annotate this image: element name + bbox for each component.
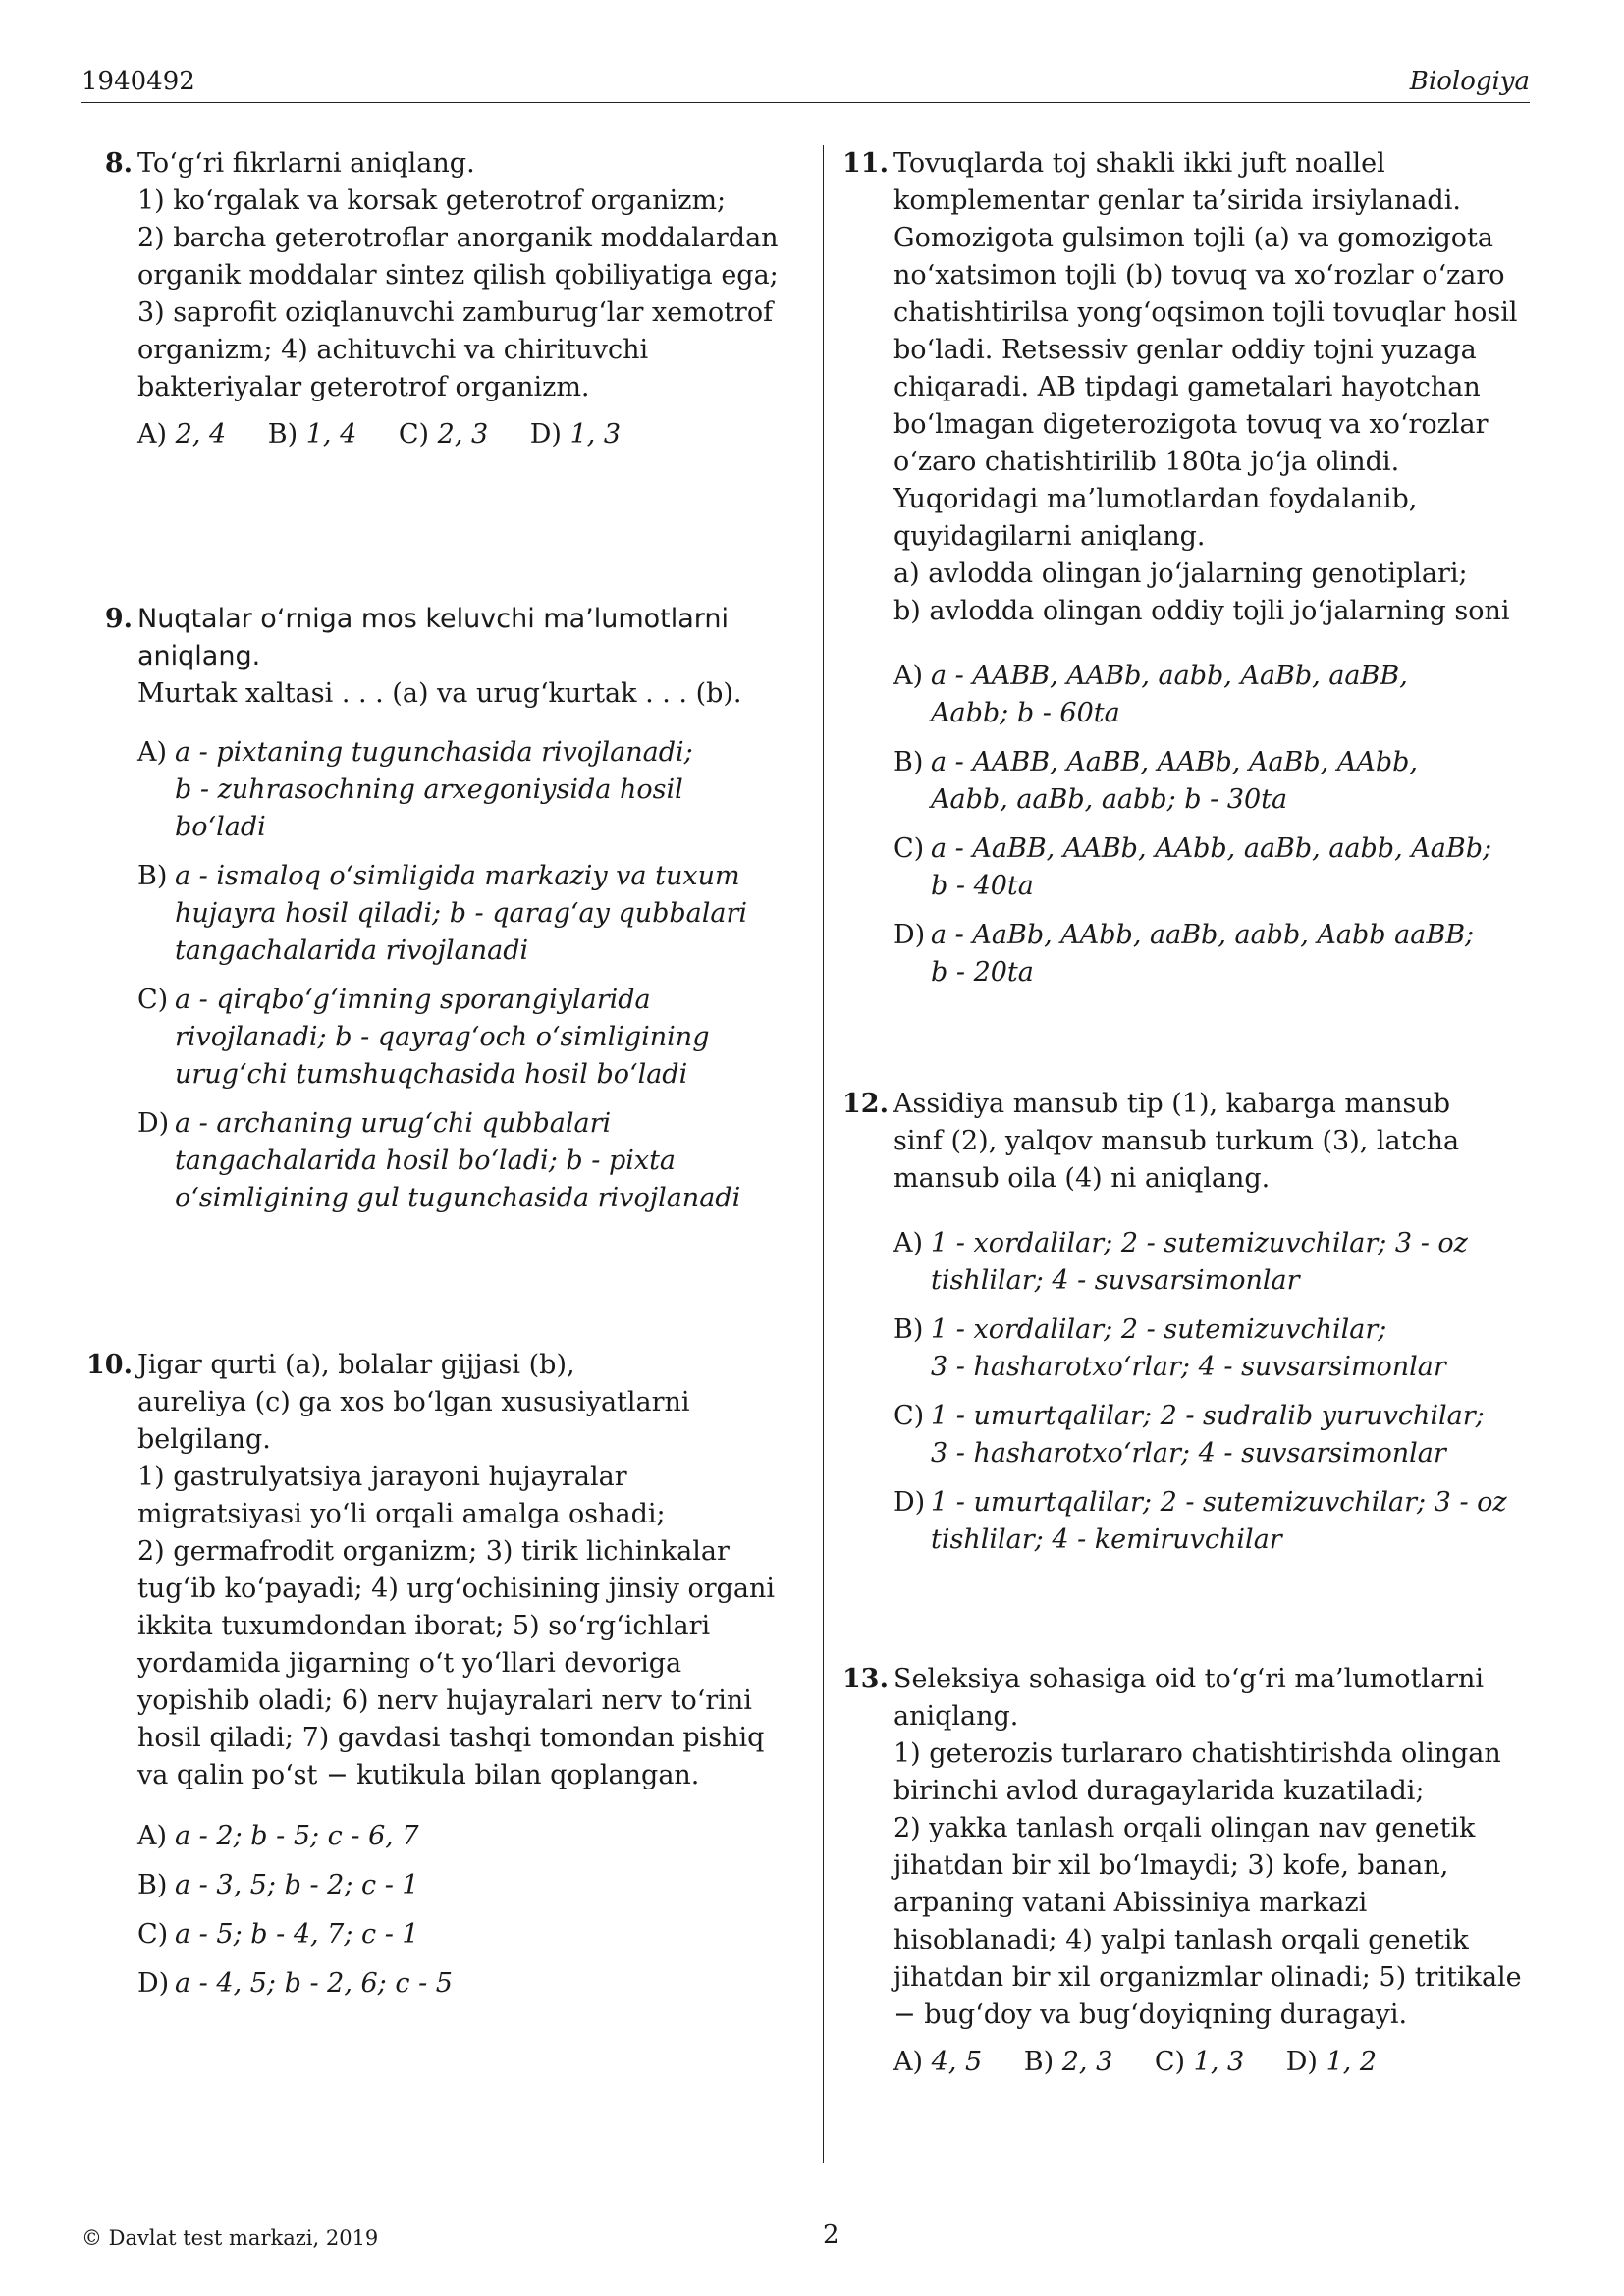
question-number: 8. [104,148,133,179]
option-text: 2, 3 [1061,2047,1113,2077]
option-b[interactable] [1024,2047,1113,2077]
option-label: D) [529,419,562,450]
question-line: mansub oila (4) ni aniqlang. [893,1163,1271,1194]
option-line: tangachalarida hosil bo‘ladi; b - pixta [175,1146,677,1176]
option-text: 1, 2 [1326,2047,1378,2077]
question-line: a) avlodda olingan jo‘jalarning genotiplari; [893,559,1468,589]
option-label: A) [893,661,924,691]
question-line: quyidagilarni aniqlang. [893,521,1206,552]
option-label: C) [137,985,169,1015]
option-label: B) [893,1314,924,1345]
option-line: o‘simligining gul tugunchasida rivojlanadi [175,1183,741,1213]
option-label: B) [267,419,298,450]
question-line: 1) gastrulyatsiya jarayoni hujayralar [137,1462,627,1492]
option-line: Aabb; b - 60ta [931,698,1120,728]
question-line: jihatdan bir xil organizmlar olinadi; 5) tritikale [893,1962,1522,1993]
question-line: 3) saprofit oziqlanuvchi zamburug‘lar xemotrof [137,297,774,328]
question-line: aniqlang. [893,1701,1019,1732]
option-b[interactable] [893,1311,1527,1386]
question-line: bo‘lmagan digeterozigota tovuq va xo‘rozlar [893,409,1489,440]
option-label: C) [137,1919,169,1949]
question-11 [839,145,1527,1003]
option-d[interactable] [893,917,1527,991]
option-d[interactable] [137,1105,781,1217]
question-line: Murtak xaltasi . . . (a) va urug‘kurtak . . . (b). [137,678,742,709]
option-c[interactable] [399,419,488,450]
question-number: 9. [104,604,133,634]
page-number: 2 [823,2220,839,2250]
option-text: 1, 3 [1193,2047,1245,2077]
question-line: migratsiyasi yo‘li orqali amalga oshadi; [137,1499,666,1529]
option-c[interactable] [137,982,781,1094]
option-text: 2, 4 [175,419,227,450]
question-line: yordamida jigarning o‘t yo‘llari devoriga [137,1648,682,1679]
option-a[interactable] [137,1818,781,1855]
option-text: 4, 5 [931,2047,983,2077]
option-line: 3 - hasharotxo‘rlar; 4 - suvsarsimonlar [931,1352,1446,1382]
option-text: a - 3, 5; b - 2; c - 1 [175,1870,419,1900]
option-line: hujayra hosil qiladi; b - qarag‘ay qubbalari [175,898,748,929]
option-text: 2, 3 [437,419,489,450]
question-line: Tovuqlarda toj shakli ikki juft noallel [893,148,1385,179]
option-label: C) [1154,2047,1186,2077]
subject-title: Biologiya [1409,67,1530,96]
column-divider [823,145,824,2163]
question-text: To‘g‘ri fikrlarni aniqlang. [137,148,475,179]
option-a[interactable] [137,734,781,846]
option-d[interactable] [530,419,621,450]
option-line: b - 40ta [931,871,1034,901]
option-label: A) [137,419,168,450]
question-12 [839,1086,1527,1571]
question-line: hisoblanadi; 4) yalpi tanlash orqali genetik [893,1925,1469,1955]
option-label: D) [137,1968,170,1999]
question-line: o‘zaro chatishtirilib 180ta jo‘ja olindi. [893,447,1400,477]
question-10 [83,1347,781,2014]
option-label: B) [1023,2047,1055,2077]
option-line: urug‘chi tumshuqchasida hosil bo‘ladi [175,1059,688,1090]
option-text: a - 2; b - 5; c - 6, 7 [175,1821,419,1851]
option-label: D) [137,1108,170,1139]
option-line: Aabb, aaBb, aabb; b - 30ta [931,784,1288,815]
option-d[interactable] [893,1484,1527,1559]
option-label: C) [893,1401,925,1431]
option-line: 1 - umurtqalilar; 2 - sudralib yuruvchilar; [931,1401,1485,1431]
option-line: a - qirqbo‘g‘imning sporangiylarida [175,985,651,1015]
option-line: a - ismaloq o‘simligida markaziy va tuxum [175,861,740,891]
question-line: Seleksiya sohasiga oid to‘g‘ri ma’lumotlarni [893,1664,1485,1694]
question-line: Nuqtalar o‘rniga mos keluvchi ma’lumotlarni [137,604,730,634]
question-line: Gomozigota gulsimon tojli (a) va gomozigota [893,223,1493,253]
question-line: 2) yakka tanlash orqali olingan nav genetik [893,1813,1476,1843]
option-text: 1, 3 [569,419,622,450]
option-line: a - archaning urug‘chi qubbalari [175,1108,612,1139]
question-line: sinf (2), yalqov mansub turkum (3), latcha [893,1126,1460,1156]
answer-options [893,658,1527,991]
question-line: aureliya (c) ga xos bo‘lgan xususiyatlarni [137,1387,690,1417]
option-b[interactable] [137,1867,781,1904]
option-b[interactable] [137,858,781,970]
option-line: b - 20ta [931,957,1034,988]
option-a[interactable] [893,658,1527,732]
option-text: a - 4, 5; b - 2, 6; c - 5 [175,1968,453,1999]
question-line: organik moddalar sintez qilish qobiliyatiga ega; [137,260,779,291]
option-label: D) [893,920,926,950]
question-number: 13. [842,1664,889,1694]
question-line: chatishtirilsa yong‘oqsimon tojli tovuqlar hosil [893,297,1518,328]
answer-options [137,1818,781,2002]
question-number: 12. [842,1089,889,1119]
question-line: belgilang. [137,1424,271,1455]
question-line: 1) geterozis turlararo chatishtirishda olingan [893,1738,1501,1769]
option-d[interactable] [1286,2047,1377,2077]
question-line: bakteriyalar geterotrof organizm. [137,372,590,402]
option-label: A) [137,737,168,768]
option-c[interactable] [893,830,1527,905]
question-8 [83,145,781,454]
question-line: 2) germafrodit organizm; 3) tirik lichinkalar [137,1536,730,1567]
option-line: rivojlanadi; b - qayrag‘och o‘simligining [175,1022,710,1052]
option-label: B) [893,747,924,777]
option-d[interactable] [137,1965,781,2002]
option-label: C) [398,419,430,450]
option-c[interactable] [893,1398,1527,1472]
question-line: hosil qiladi; 7) gavdasi tashqi tomondan pishiq [137,1723,765,1753]
question-13 [839,1661,1527,2081]
option-line: 1 - umurtqalilar; 2 - sutemizuvchilar; 3 - oz [931,1487,1507,1518]
question-line: chiqaradi. AB tipdagi gametalari hayotchan [893,372,1481,402]
copyright-footer: © Davlat test markazi, 2019 [81,2226,379,2250]
question-line: organizm; 4) achituvchi va chirituvchi [137,335,649,365]
option-c[interactable] [1155,2047,1244,2077]
option-label: A) [893,1228,924,1258]
question-number: 11. [842,148,889,179]
question-line: Jigar qurti (a), bolalar gijjasi (b), [137,1350,575,1380]
option-text: a - 5; b - 4, 7; c - 1 [175,1919,419,1949]
option-c[interactable] [137,1916,781,1953]
option-a[interactable] [893,2047,982,2077]
option-line: 1 - xordalilar; 2 - sutemizuvchilar; [931,1314,1387,1345]
question-line: Assidiya mansub tip (1), kabarga mansub [893,1089,1450,1119]
option-line: a - AABB, AaBB, AABb, AaBb, AAbb, [931,747,1418,777]
question-line: bo‘ladi. Retsessiv genlar oddiy tojni yuzaga [893,335,1477,365]
option-b[interactable] [893,744,1527,819]
option-label: C) [893,833,925,864]
option-line: a - AaBb, AAbb, aaBb, aabb, Aabb aaBB; [931,920,1475,950]
question-line: tug‘ib ko‘payadi; 4) urg‘ochisining jinsiy organi [137,1574,776,1604]
option-line: 3 - hasharotxo‘rlar; 4 - suvsarsimonlar [931,1438,1446,1468]
option-label: A) [893,2047,924,2077]
option-line: a - pixtaning tugunchasida rivojlanadi; [175,737,693,768]
document-id: 1940492 [81,67,195,96]
question-line: va qalin po‘st − kutikula bilan qoplangan. [137,1760,700,1790]
question-line: jihatdan bir xil bo‘lmaydi; 3) kofe, banan, [893,1850,1449,1881]
question-line: Yuqoridagi ma’lumotlardan foydalanib, [893,484,1418,514]
question-line: birinchi avlod duragaylarida kuzatiladi; [893,1776,1425,1806]
option-line: b - zuhrasochning arxegoniysida hosil bo‘ladi [175,774,683,842]
question-line: arpaning vatani Abissiniya markazi [893,1888,1368,1918]
option-line: tishlilar; 4 - suvsarsimonlar [931,1265,1300,1296]
option-b[interactable] [268,419,357,450]
question-line: ikkita tuxumdondan iborat; 5) so‘rg‘ichlari [137,1611,711,1641]
option-line: tishlilar; 4 - kemiruvchilar [931,1524,1282,1555]
option-text: 1, 4 [305,419,357,450]
option-label: B) [137,1870,168,1900]
question-line: yopishib oladi; 6) nerv hujayralari nerv to‘rini [137,1685,752,1716]
option-label: B) [137,861,168,891]
option-a[interactable] [137,419,226,450]
question-line: − bug‘doy va bug‘doyiqning duragayi. [893,2000,1408,2030]
answer-options [137,734,781,1217]
question-9 [83,601,781,1229]
option-line: a - AABB, AABb, aabb, AaBb, aaBB, [931,661,1408,691]
option-label: D) [1285,2047,1318,2077]
option-line: tangachalarida rivojlanadi [175,935,529,966]
question-number: 10. [86,1350,133,1380]
question-line: 1) ko‘rgalak va korsak geterotrof organizm; [137,186,727,216]
answer-options [893,2044,1527,2081]
question-line: no‘xatsimon tojli (b) tovuq va xo‘rozlar o‘zaro [893,260,1505,291]
question-line: b) avlodda olingan oddiy tojli jo‘jalarning soni [893,596,1510,626]
option-label: A) [137,1821,168,1851]
option-label: D) [893,1487,926,1518]
question-line: aniqlang. [137,641,261,671]
answer-options [137,416,781,454]
option-line: a - AaBB, AABb, AAbb, aaBb, aabb, AaBb; [931,833,1492,864]
question-line: 2) barcha geterotroflar anorganik moddalardan [137,223,779,253]
header-rule [81,102,1530,103]
option-line: 1 - xordalilar; 2 - sutemizuvchilar; 3 - oz [931,1228,1468,1258]
question-line: komplementar genlar ta’sirida irsiylanadi. [893,186,1461,216]
option-a[interactable] [893,1225,1527,1300]
answer-options [893,1225,1527,1559]
